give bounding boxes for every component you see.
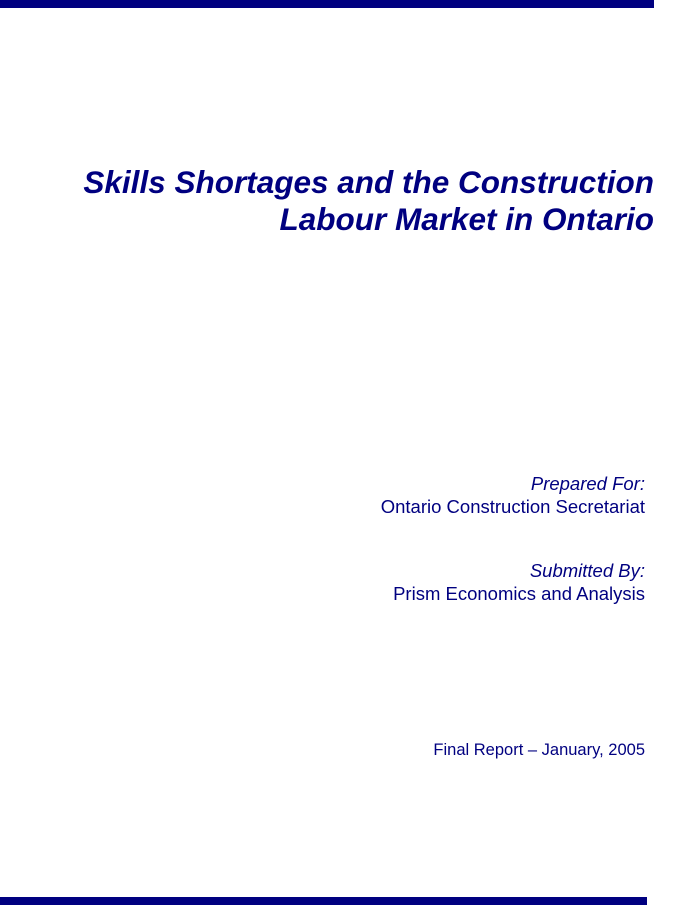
- top-rule: [0, 0, 654, 8]
- report-title-line-2: Labour Market in Ontario: [279, 201, 654, 237]
- bottom-rule: [0, 897, 647, 905]
- report-title-line-1: Skills Shortages and the Construction: [83, 164, 654, 200]
- prepared-for-value: Ontario Construction Secretariat: [380, 496, 645, 517]
- submitted-by-block: [393, 559, 645, 605]
- prepared-for-label: Prepared For:: [530, 473, 645, 494]
- report-title: [20, 164, 654, 238]
- submitted-by-label: Submitted By:: [529, 560, 645, 581]
- final-report-date: Final Report – January, 2005: [433, 741, 645, 759]
- prepared-for-block: [381, 472, 645, 518]
- submitted-by-value: Prism Economics and Analysis: [393, 583, 645, 604]
